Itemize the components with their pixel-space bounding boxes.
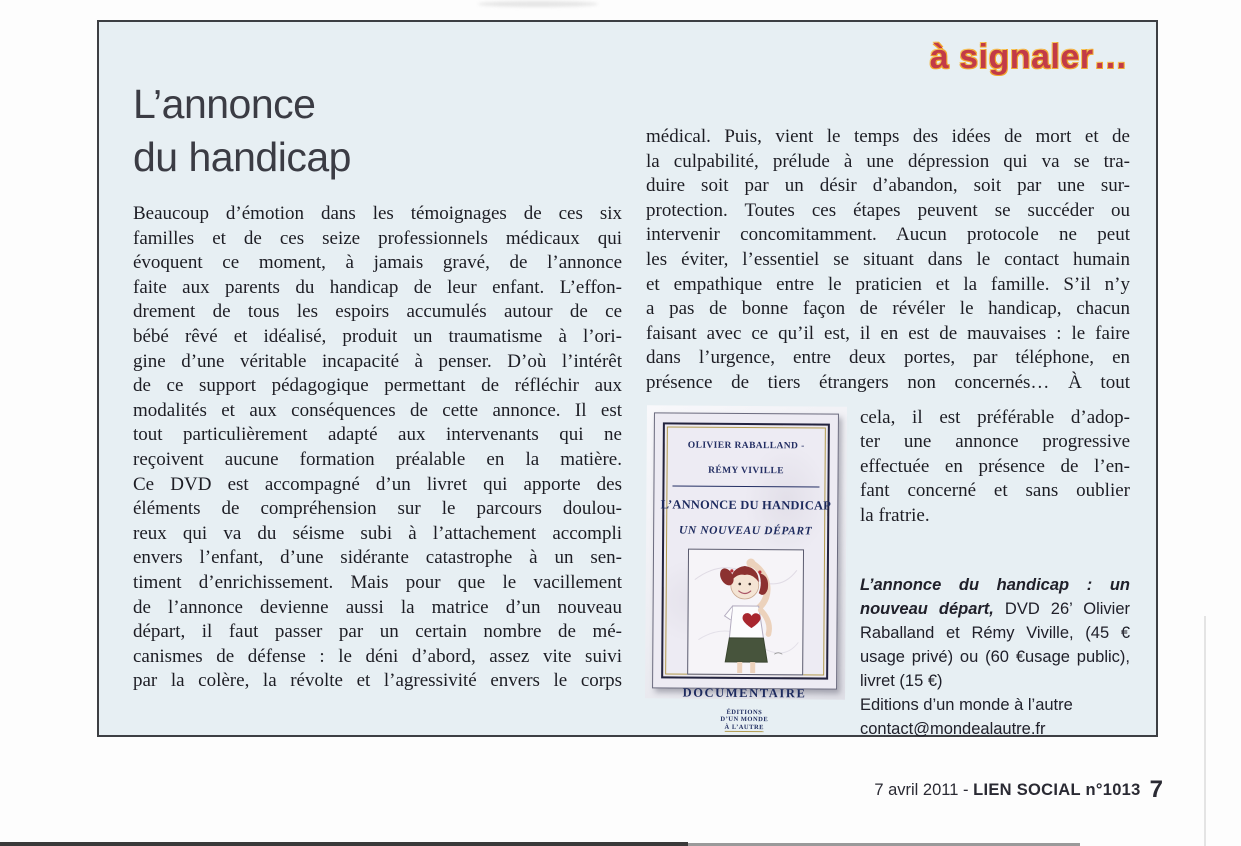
text-line: Beaucoup d’émotion dans les témoignages de ces six (133, 203, 622, 224)
dvd-caption-body: DVD 26’ Olivier Raballand et Rémy Viville, (45 € usage privé) ou (60 €usage public), livret (15 €) (860, 599, 1130, 690)
text-line: familles et de ces seize professionnels médicaux qui (133, 227, 622, 249)
footer-date: 7 avril 2011 - (874, 781, 974, 799)
text-line: bébé rêvé et idéalisé, produit un traumatisme à l’ori- (133, 325, 622, 347)
article-title-line-1: L’annonce (133, 81, 316, 127)
text-line: gine d’une véritable incapacité à penser. D’où l’intérêt (133, 350, 622, 372)
text-line: et empathique entre le praticien et la famille. S’il n’y (646, 273, 1130, 295)
dvd-caption-publisher: Editions d’un monde à l’autre (860, 695, 1073, 714)
section-header: à signaler… (929, 38, 1128, 76)
article-title (133, 78, 351, 184)
text-line: modalités et aux conséquences de cette annonce. Il est (133, 399, 622, 421)
text-line: reçoivent aucune formation préalable en la matière. (133, 448, 622, 470)
publisher-logo (720, 708, 768, 732)
text-line: cela, il est préférable d’adop- (860, 406, 1130, 428)
dvd-cover-figure (645, 405, 847, 731)
text-line: canismes de défense : le déni d’abord, assez vite suivi (133, 645, 622, 667)
text-line: effectuée en présence de l’en- (860, 455, 1130, 477)
text-line: éléments de compréhension sur le parcours doulou- (133, 498, 622, 520)
text-line: les éviter, l’essentiel se situant dans le contact humain (646, 248, 1130, 270)
footer-journal-name: LIEN SOCIAL n°1013 (973, 781, 1141, 799)
text-line: dans l’urgence, entre deux portes, par téléphone, en (646, 347, 1130, 369)
article-column-right-wrap (860, 406, 1130, 529)
text-line: tout particulièrement adapté aux intervenants qui ne (133, 424, 622, 446)
cover-category-label: DOCUMENTAIRE (682, 685, 807, 701)
cover-authors-label: OLIVIER RABALLAND - RÉMY VIVILLE (673, 433, 820, 487)
dvd-caption (860, 573, 1130, 741)
article-column-left (133, 202, 622, 694)
text-line: faite aux parents du handicap de leur enfant. L’effon- (133, 276, 622, 298)
text-line: reux qui va du séisme subi à l’attachement accompli (133, 522, 622, 544)
text-line: fant concerné et sans oublier (860, 480, 1130, 502)
text-line: la culpabilité, prélude à une dépression qui va se tra- (646, 150, 1130, 172)
article-title-line-2: du handicap (133, 134, 351, 180)
dvd-caption-email: contact@mondealautre.fr (860, 719, 1046, 738)
text-line: de ce support pédagogique permettant de réfléchir aux (133, 375, 622, 397)
article-panel (97, 20, 1158, 737)
text-line: faisant avec ce qu’il est, il en est de mauvaises : le faire (646, 322, 1130, 344)
page-footer (874, 776, 1163, 804)
publisher-logo-line-3: À L’AUTRE (724, 723, 765, 731)
cover-title-label: L’ANNONCE DU HANDICAP (660, 497, 832, 513)
cover-subtitle-label: UN NOUVEAU DÉPART (678, 523, 813, 537)
text-line: médical. Puis, vient le temps des idées de mort et de (646, 126, 1130, 147)
dvd-caption-title: L’annonce du handicap : un nouveau départ, (860, 575, 1130, 618)
publisher-logo-line-2: D’UN MONDE (720, 715, 769, 724)
text-line: ter une annonce progressive (860, 431, 1130, 453)
media-row (646, 406, 1130, 741)
child-illustration (687, 548, 804, 675)
footer-page-number: 7 (1149, 776, 1163, 803)
scan-edge-strip-dark (0, 842, 688, 846)
dvd-caption-text (860, 573, 1130, 693)
text-line: présence de tiers étrangers non concernés… À tout (646, 371, 1130, 393)
scan-page-edge-line (1204, 616, 1206, 846)
publisher-logo-line-1: ÉDITIONS (726, 708, 763, 716)
wrap-text-column (860, 406, 1130, 741)
text-line: intervenir concomitamment. Aucun protocole ne peut (646, 224, 1130, 246)
text-line: de l’annonce devienne aussi la matrice d’un nouveau (133, 596, 622, 618)
text-line: a pas de bonne façon de révéler le handicap, chacun (646, 298, 1130, 320)
scan-smudge (478, 1, 598, 7)
dvd-cover-frame (660, 422, 832, 731)
text-line: Ce DVD est accompagné d’un livret qui apporte des (133, 473, 622, 495)
text-line: protection. Toutes ces étapes peuvent se succéder ou (646, 199, 1130, 221)
text-line: timent d’enrichissement. Mais pour que le vacillement (133, 571, 622, 593)
text-line: par la colère, la révolte et l’agressivité envers le corps (133, 670, 622, 692)
text-line: envers l’enfant, d’une sidérante catastrophe à un sen- (133, 547, 622, 569)
dvd-cover (652, 412, 839, 731)
article-column-right-top (646, 125, 1130, 396)
text-line: départ, il faut passer par un certain nombre de mé- (133, 621, 622, 643)
text-line: duire soit par un désir d’abandon, soit par une sur- (646, 175, 1130, 197)
text-line: évoquent ce moment, à jamais gravé, de l’annonce (133, 252, 622, 274)
article-column-right (646, 125, 1130, 741)
text-line: la fratrie. (860, 504, 930, 526)
text-line: drement de tous les espoirs accumulés autour de ce (133, 301, 622, 323)
